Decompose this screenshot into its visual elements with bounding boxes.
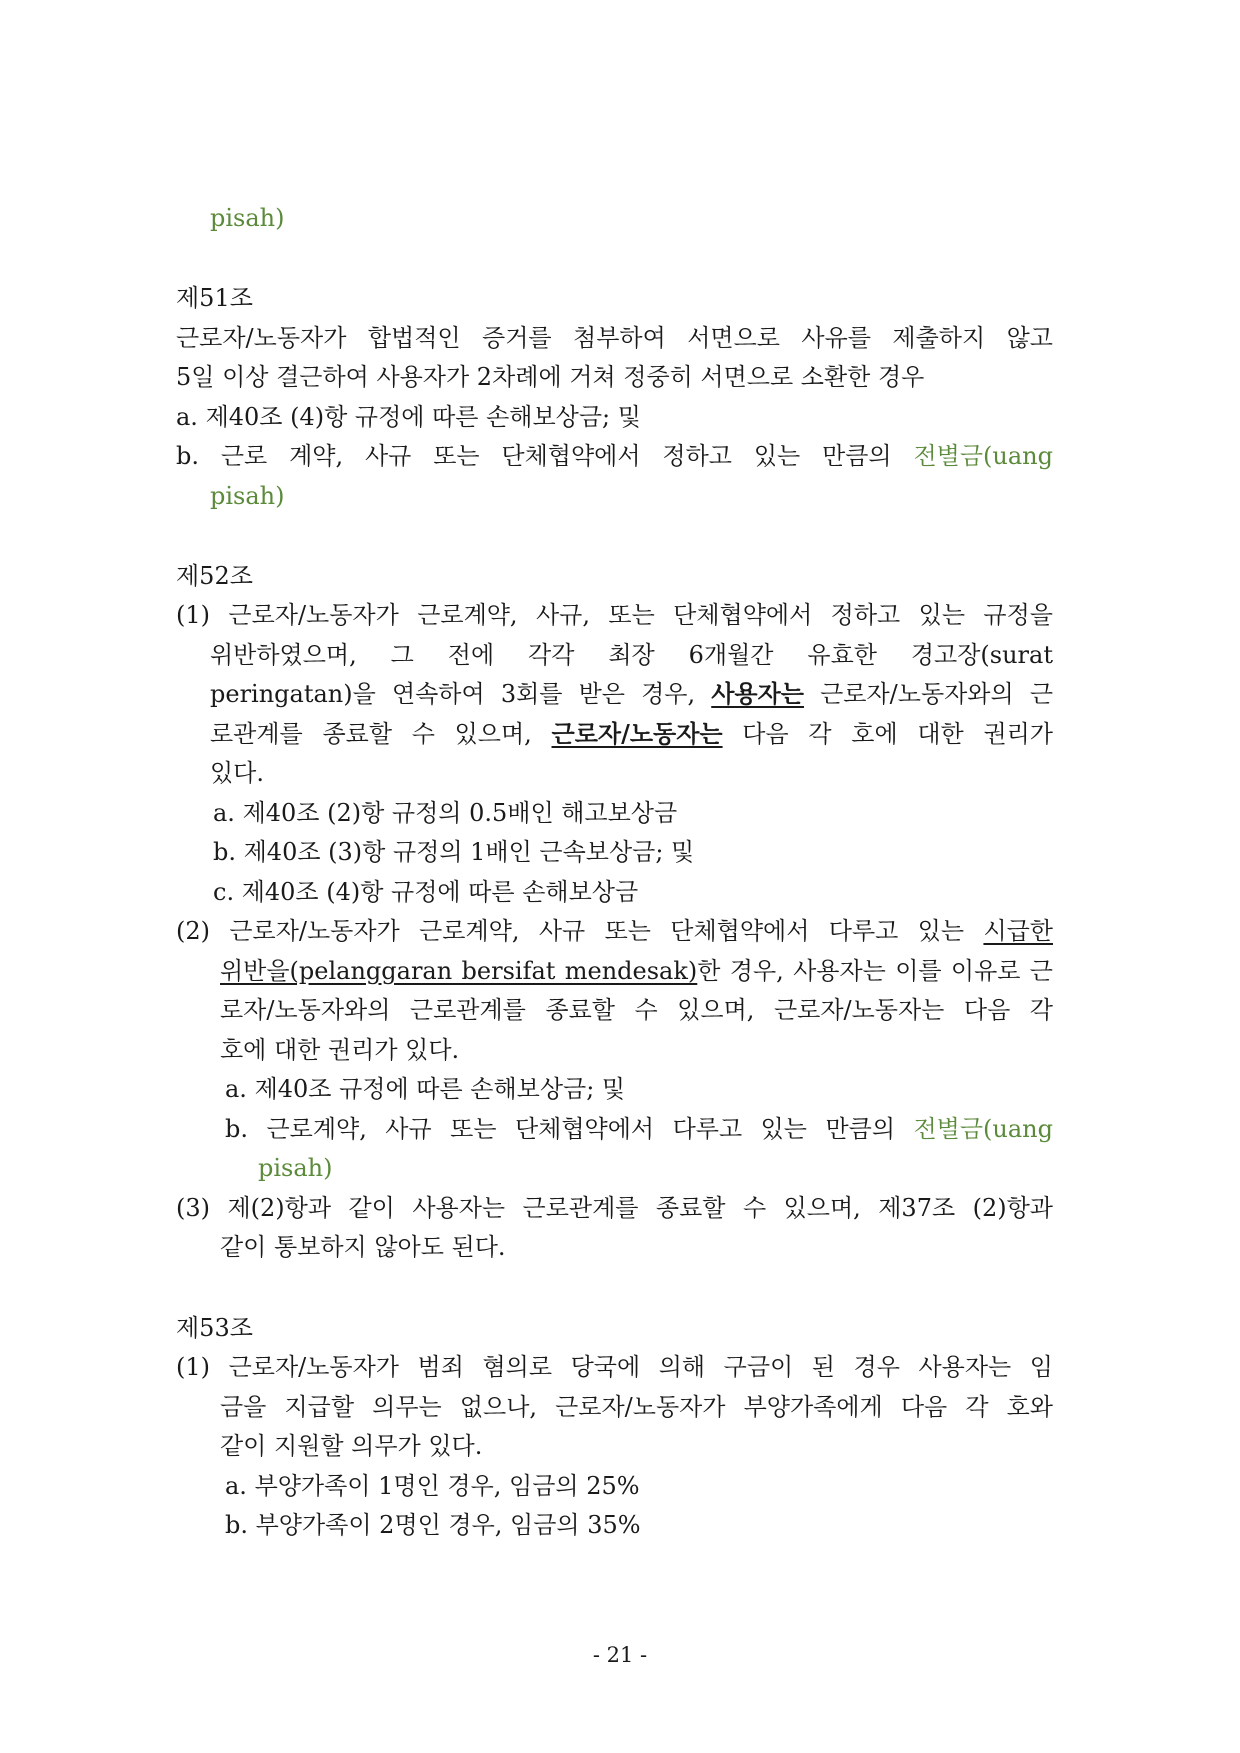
page-number: - 21 -: [592, 1643, 648, 1667]
urgent-violation-term: 시급한: [983, 917, 1053, 945]
article-52-p2-line-3: 로자/노동자와의 근로관계를 종료할 수 있으며, 근로자/노동자는 다음 각: [220, 996, 1053, 1024]
article-53-p1-item-b: b. 부양가족이 2명인 경우, 임금의 35%: [225, 1511, 641, 1539]
article-53-title: 제53조: [176, 1314, 253, 1342]
article-51-item-b: b. 근로 계약, 사규 또는 단체협약에서 정하고 있는 만큼의 전별금(uang: [176, 442, 1053, 470]
article-52-p2-line-4: 호에 대한 권리가 있다.: [220, 1036, 460, 1064]
article-52-p2-item-b-cont: pisah): [258, 1154, 333, 1182]
article-53-p1-item-a: a. 부양가족이 1명인 경우, 임금의 25%: [225, 1472, 640, 1500]
article-52-p1-item-c: c. 제40조 (4)항 규정에 따른 손해보상금: [213, 878, 639, 906]
article-52-p3-line-2: 같이 통보하지 않아도 된다.: [220, 1233, 506, 1261]
severance-term: 전별금(uang: [913, 442, 1053, 470]
article-52-title: 제52조: [176, 562, 253, 590]
article-53-p1-line-3: 같이 지원할 의무가 있다.: [220, 1432, 483, 1460]
continued-text: pisah): [210, 204, 285, 232]
worker-emphasis: 근로자/노동자는: [551, 719, 723, 748]
article-52-p1-line-4: 로관계를 종료할 수 있으며, 근로자/노동자는 다음 각 호에 대한 권리가: [210, 719, 1053, 748]
article-52-p1-item-a: a. 제40조 (2)항 규정의 0.5배인 해고보상금: [213, 799, 678, 827]
article-51-line-2: 5일 이상 결근하여 사용자가 2차례에 거쳐 정중히 서면으로 소환한 경우: [176, 363, 925, 391]
article-52-p1-item-b: b. 제40조 (3)항 규정의 1배인 근속보상금; 및: [213, 838, 695, 866]
article-51-item-b-cont: pisah): [210, 482, 285, 510]
article-52-p2-item-b: b. 근로계약, 사규 또는 단체협약에서 다루고 있는 만큼의 전별금(uang: [225, 1115, 1053, 1143]
article-52-p3-line-1: (3) 제(2)항과 같이 사용자는 근로관계를 종료할 수 있으며, 제37조 (2)항과: [176, 1194, 1053, 1222]
article-51-title: 제51조: [176, 284, 253, 312]
article-53-p1-line-1: (1) 근로자/노동자가 범죄 혐의로 당국에 의해 구금이 된 경우 사용자는 임: [176, 1353, 1053, 1381]
article-52-p1-line-2: 위반하였으며, 그 전에 각각 최장 6개월간 유효한 경고장(surat: [210, 641, 1053, 669]
severance-term: 전별금(uang: [913, 1115, 1053, 1143]
article-52-p2-item-a: a. 제40조 규정에 따른 손해보상금; 및: [225, 1075, 626, 1103]
article-53-p1-line-2: 금을 지급할 의무는 없으나, 근로자/노동자가 부양가족에게 다음 각 호와: [220, 1393, 1053, 1421]
article-52-p1-line-3: peringatan)을 연속하여 3회를 받은 경우, 사용자는 근로자/노동자와의 근: [210, 679, 1054, 708]
employer-emphasis: 사용자는: [711, 679, 804, 708]
article-51-item-a: a. 제40조 (4)항 규정에 따른 손해보상금; 및: [176, 403, 641, 431]
article-52-p1-line-5: 있다.: [210, 759, 264, 787]
article-52-p2-line-2: 위반을(pelanggaran bersifat mendesak)한 경우, 사용자는 이를 이유로 근: [220, 957, 1053, 985]
article-51-line-1: 근로자/노동자가 합법적인 증거를 첨부하여 서면으로 사유를 제출하지 않고: [176, 324, 1053, 352]
article-52-p2-line-1: (2) 근로자/노동자가 근로계약, 사규 또는 단체협약에서 다루고 있는 시급한: [176, 917, 1053, 945]
urgent-violation-term-cont: 위반을(pelanggaran bersifat mendesak): [220, 957, 698, 985]
article-52-p1-line-1: (1) 근로자/노동자가 근로계약, 사규, 또는 단체협약에서 정하고 있는 규정을: [176, 601, 1053, 629]
